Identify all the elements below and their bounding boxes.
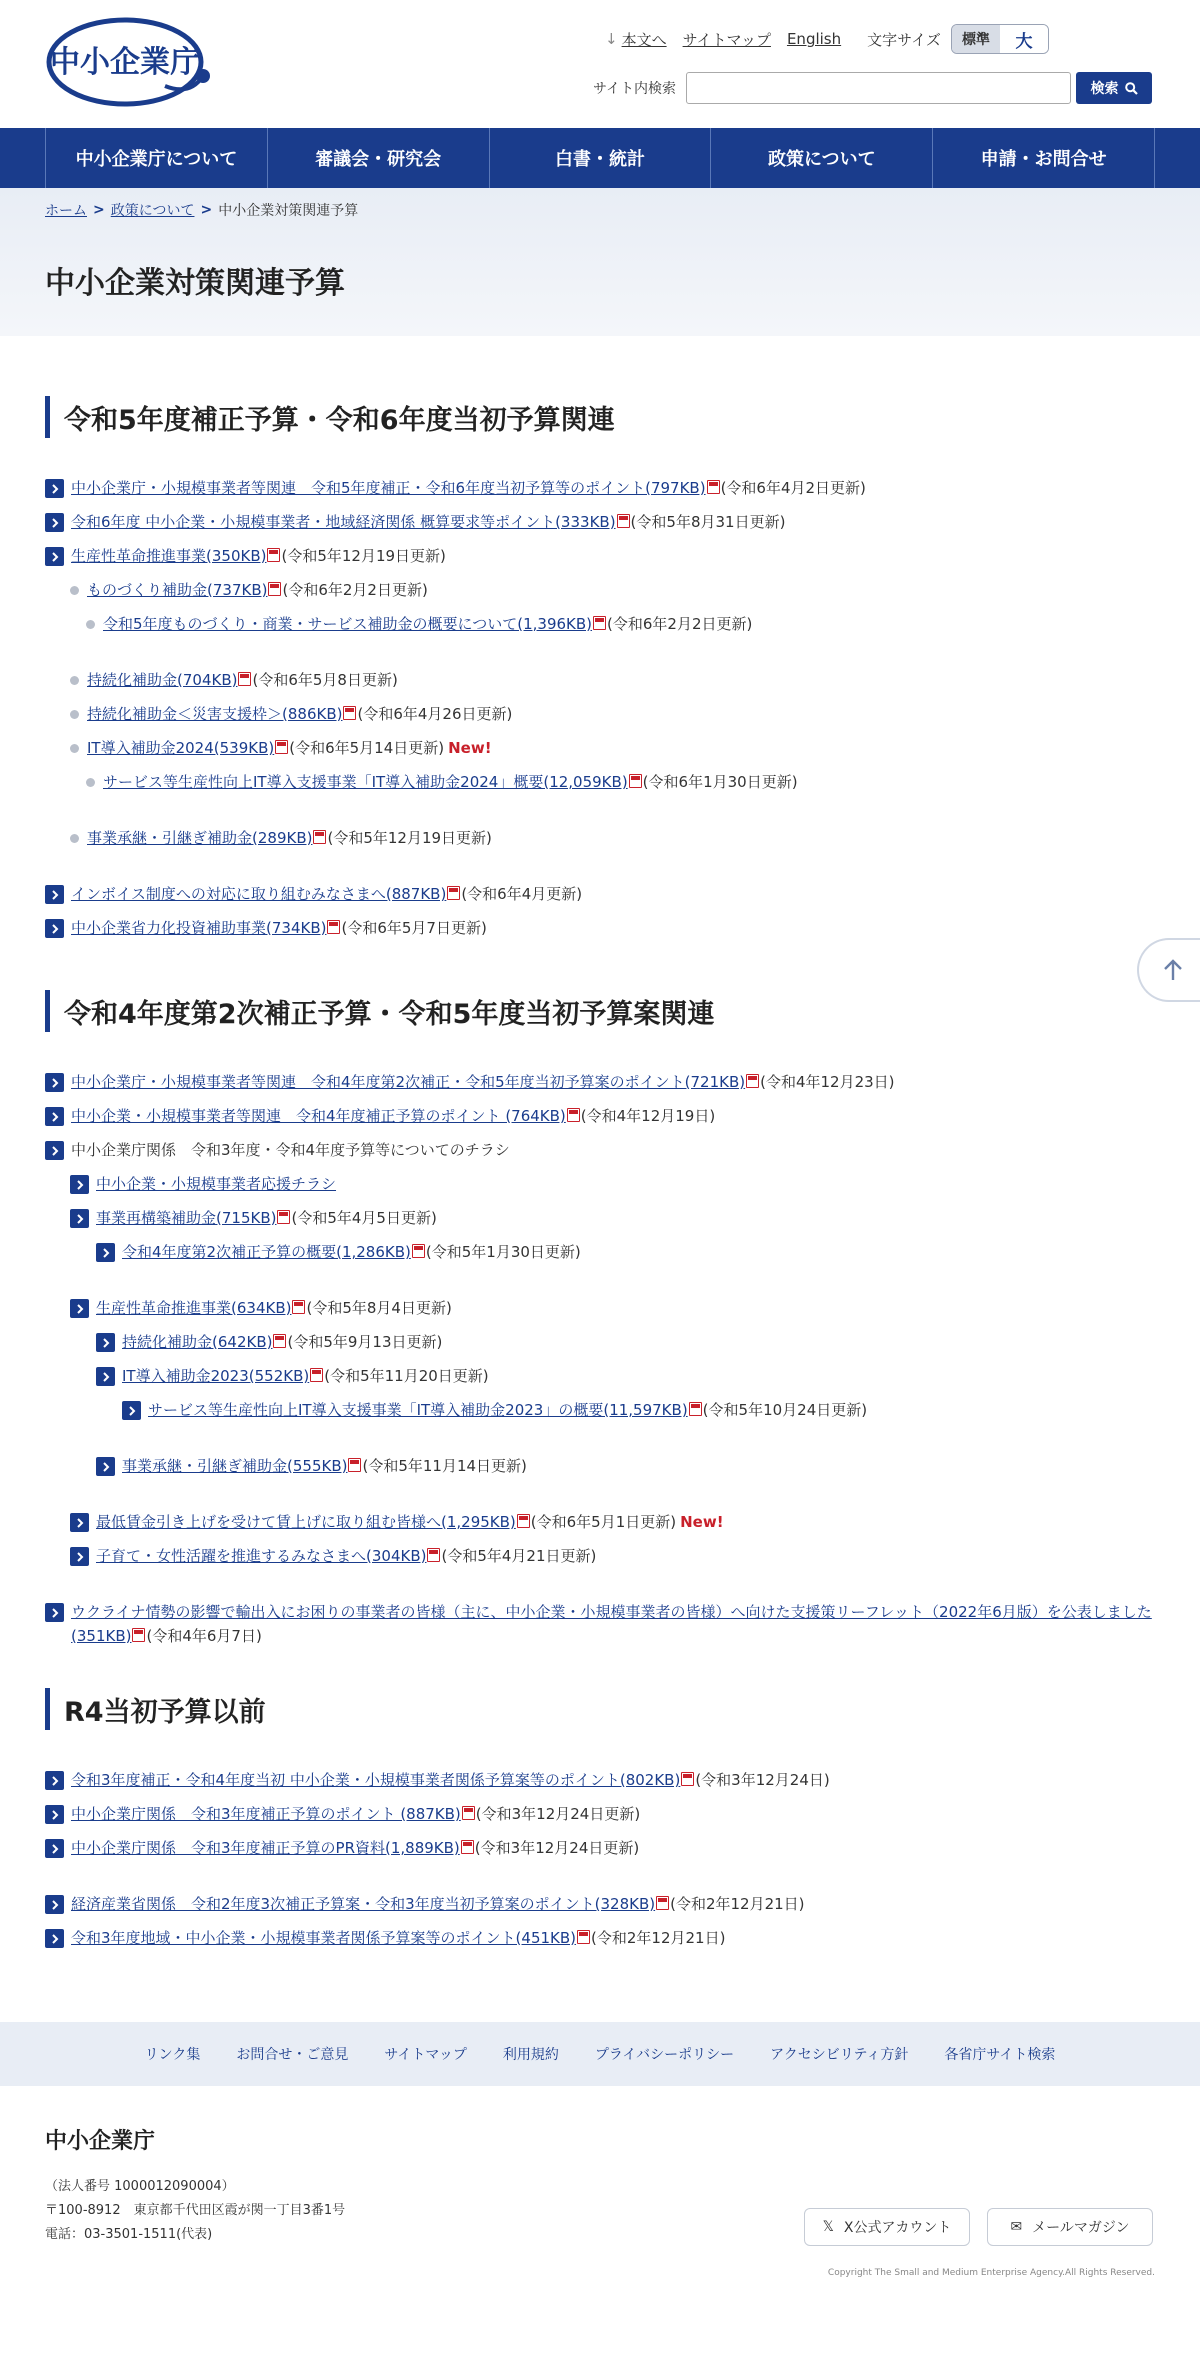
main-content	[0, 336, 1200, 1960]
update-date: (令和6年2月2日更新)	[607, 615, 753, 633]
chevron-right-icon	[70, 1513, 89, 1532]
pdf-icon	[689, 1402, 702, 1416]
copyright: Copyright The Small and Medium Enterprise Agency.All Rights Reserved.	[827, 2268, 1155, 2278]
site-footer	[0, 2086, 1200, 2296]
budget-link[interactable]: 中小企業庁関係 令和3年度補正予算のポイント (887KB)	[71, 1805, 461, 1823]
chevron-right-icon	[45, 1107, 64, 1126]
update-date: (令和4年12月19日)	[580, 1107, 716, 1125]
font-size-label: 文字サイズ	[867, 30, 941, 49]
list-item	[45, 578, 1155, 612]
list-item	[45, 1768, 1155, 1802]
sitemap-link[interactable]: サイトマップ	[682, 30, 771, 49]
budget-link[interactable]: ウクライナ情勢の影響で輸出入にお困りの事業者の皆様（主に、中小企業・小規模事業者の皆様）へ向けた支援策リーフレット（2022年6月版）を公表しました(351KB)	[71, 1603, 1152, 1645]
bullet-icon	[70, 586, 79, 595]
update-date: (令和5年4月21日更新)	[441, 1547, 597, 1565]
list-item	[45, 770, 1155, 804]
footer-phone: 電話：03-3501-1511(代表)	[45, 2227, 213, 2242]
chevron-right-icon: >	[93, 202, 105, 218]
budget-link[interactable]: 中小企業省力化投資補助事業(734KB)	[71, 919, 327, 937]
budget-link[interactable]: 生産性革命推進事業(350KB)	[71, 547, 267, 565]
budget-link[interactable]: 令和6年度 中小企業・小規模事業者・地域経済関係 概算要求等ポイント(333KB)	[71, 513, 616, 531]
update-date: (令和6年5月14日更新)	[289, 739, 445, 757]
breadcrumb-policy[interactable]: 政策について	[110, 203, 195, 219]
arrow-up-icon	[1162, 958, 1184, 982]
list-item	[45, 736, 1155, 770]
list-item	[45, 668, 1155, 702]
budget-link[interactable]: 令和5年度ものづくり・商業・サービス補助金の概要について(1,396KB)	[103, 615, 593, 633]
budget-link[interactable]: IT導入補助金2023(552KB)	[122, 1367, 310, 1385]
list-item	[45, 882, 1155, 916]
list-item	[45, 1836, 1155, 1870]
list-item	[45, 1240, 1155, 1274]
update-date: (令和6年2月2日更新)	[282, 581, 428, 599]
breadcrumb-home[interactable]: ホーム	[45, 203, 87, 219]
list-item	[45, 1070, 1155, 1104]
budget-section	[45, 1688, 1155, 1960]
nav-item-contact[interactable]: 申請・お問合せ	[932, 128, 1155, 188]
list-item	[45, 1802, 1155, 1836]
search-button[interactable]	[1076, 72, 1152, 104]
update-date: (令和5年9月13日更新)	[287, 1333, 443, 1351]
update-date: (令和2年12月21日)	[591, 1929, 726, 1947]
bullet-icon	[70, 710, 79, 719]
list-item	[45, 702, 1155, 736]
update-date: (令和6年4月2日更新)	[720, 479, 866, 497]
update-date: (令和5年11月14日更新)	[362, 1457, 527, 1475]
pdf-icon	[292, 1300, 305, 1314]
footer-link-ministries[interactable]: 各省庁サイト検索	[944, 2047, 1056, 2063]
pdf-icon	[348, 1458, 361, 1472]
budget-link[interactable]: IT導入補助金2024(539KB)	[87, 739, 275, 757]
footer-link-links[interactable]: リンク集	[144, 2047, 201, 2063]
update-date: (令和3年12月24日)	[695, 1771, 830, 1789]
font-size-toggle	[951, 24, 1049, 54]
site-header	[0, 0, 1200, 128]
skip-to-content-link[interactable]: 本文へ	[621, 30, 667, 49]
x-account-label: X公式アカウント	[843, 2220, 952, 2236]
pdf-icon	[277, 1210, 290, 1224]
list-item	[45, 1296, 1155, 1330]
chevron-right-icon	[96, 1243, 115, 1262]
pdf-icon	[567, 1108, 580, 1122]
update-date: (令和5年11月20日更新)	[324, 1367, 489, 1385]
global-nav	[0, 128, 1200, 188]
arrow-down-icon: ↓	[605, 30, 618, 48]
chevron-right-icon	[96, 1367, 115, 1386]
update-date: (令和6年5月7日更新)	[341, 919, 487, 937]
list-item	[45, 1398, 1155, 1432]
x-account-button[interactable]	[804, 2208, 970, 2246]
update-date: (令和5年1月30日更新)	[425, 1243, 581, 1261]
update-date: (令和6年4月26日更新)	[357, 705, 513, 723]
update-date: (令和5年8月4日更新)	[306, 1299, 452, 1317]
nav-item-whitepaper[interactable]: 白書・統計	[489, 128, 711, 188]
pdf-icon	[273, 1334, 286, 1348]
budget-link[interactable]: 経済産業省関係 令和2年度3次補正予算案・令和3年度当初予算案のポイント(328KB)	[71, 1895, 656, 1913]
page-title: 中小企業対策関連予算	[45, 266, 345, 301]
list-item	[45, 544, 1155, 578]
mail-magazine-button[interactable]	[987, 2208, 1153, 2246]
chevron-right-icon	[122, 1401, 141, 1420]
budget-link[interactable]: サービス等生産性向上IT導入支援事業「IT導入補助金2024」概要(12,059KB)	[103, 773, 628, 791]
update-date: (令和5年12月19日更新)	[327, 829, 492, 847]
font-size-standard-button[interactable]: 標準	[952, 25, 1000, 53]
pdf-icon	[681, 1772, 694, 1786]
chevron-right-icon	[45, 479, 64, 498]
list-item	[45, 1544, 1155, 1578]
budget-link[interactable]: 持続化補助金(642KB)	[122, 1333, 273, 1351]
new-badge: New!	[448, 739, 492, 757]
pdf-icon	[427, 1548, 440, 1562]
list-item	[45, 1172, 1155, 1206]
font-size-large-button[interactable]: 大	[1000, 25, 1048, 53]
bullet-icon	[70, 676, 79, 685]
chevron-right-icon	[45, 1073, 64, 1092]
pdf-icon	[313, 830, 326, 844]
budget-link[interactable]: 令和4年度第2次補正予算の概要(1,286KB)	[122, 1243, 411, 1261]
logo-text: 中小企業庁	[50, 45, 200, 80]
budget-link[interactable]: 令和3年度補正・令和4年度当初 中小企業・小規模事業者関係予算案等のポイント(802KB)	[71, 1771, 681, 1789]
chevron-right-icon	[45, 547, 64, 566]
bullet-icon	[86, 620, 95, 629]
chevron-right-icon	[45, 1895, 64, 1914]
pdf-icon	[447, 886, 460, 900]
budget-link[interactable]: 持続化補助金(704KB)	[87, 671, 238, 689]
section-title: 令和5年度補正予算・令和6年度当初予算関連	[45, 396, 1155, 438]
pdf-icon	[462, 1806, 475, 1820]
footer-org-name: 中小企業庁	[45, 2129, 156, 2154]
budget-link[interactable]: 中小企業庁関係 令和3年度補正予算のPR資料(1,889KB)	[71, 1839, 460, 1857]
nav-item-about[interactable]: 中小企業庁について	[45, 128, 267, 188]
chevron-right-icon	[45, 1141, 64, 1160]
section-title: R4当初予算以前	[45, 1688, 1155, 1730]
update-date: (令和5年8月31日更新)	[630, 513, 786, 531]
budget-link[interactable]: 中小企業庁・小規模事業者等関連 令和5年度補正・令和6年度当初予算等のポイント(797KB)	[71, 479, 706, 497]
footer-link-terms[interactable]: 利用規約	[502, 2047, 559, 2063]
list-item	[45, 1926, 1155, 1960]
budget-link[interactable]: 持続化補助金＜災害支援枠＞(886KB)	[87, 705, 343, 723]
list-item	[45, 826, 1155, 860]
list-item	[45, 1206, 1155, 1240]
list-item	[45, 1364, 1155, 1398]
search-icon	[1125, 82, 1138, 95]
list-item	[45, 916, 1155, 950]
english-link[interactable]: English	[786, 30, 842, 48]
nav-item-policy[interactable]: 政策について	[710, 128, 932, 188]
pdf-icon	[275, 740, 288, 754]
search-label: サイト内検索	[593, 81, 677, 97]
page-head	[0, 188, 1200, 336]
budget-link[interactable]: 中小企業・小規模事業者応援チラシ	[96, 1175, 337, 1193]
list-item	[45, 1892, 1155, 1926]
pdf-icon	[707, 480, 720, 494]
list-item	[45, 1600, 1155, 1648]
utility-links	[605, 24, 1049, 54]
update-date: (令和5年10月24日更新)	[702, 1401, 868, 1419]
update-date: (令和6年5月8日更新)	[252, 671, 398, 689]
pdf-icon	[310, 1368, 323, 1382]
update-date: (令和2年12月21日)	[670, 1895, 805, 1913]
list-item	[45, 612, 1155, 646]
chevron-right-icon	[45, 919, 64, 938]
breadcrumb	[45, 188, 1155, 220]
budget-link[interactable]: 事業承継・引継ぎ補助金(289KB)	[87, 829, 313, 847]
pdf-icon	[617, 514, 630, 528]
update-date: (令和3年12月24日更新)	[475, 1805, 641, 1823]
chevron-right-icon	[45, 1929, 64, 1948]
footer-corp-number: （法人番号 1000012090004）	[45, 2179, 235, 2194]
pdf-icon	[412, 1244, 425, 1258]
footer-links	[0, 2022, 1200, 2086]
update-date: (令和3年12月24日更新)	[474, 1839, 640, 1857]
budget-link[interactable]: ものづくり補助金(737KB)	[87, 581, 268, 599]
chevron-right-icon	[45, 1603, 64, 1622]
update-date: (令和6年1月30日更新)	[642, 773, 798, 791]
list-item	[45, 1138, 1155, 1172]
update-date: (令和6年5月1日更新)	[530, 1513, 677, 1531]
chevron-right-icon	[70, 1299, 89, 1318]
list-item	[45, 1104, 1155, 1138]
pdf-icon	[132, 1628, 145, 1642]
search-button-label: 検索	[1090, 81, 1119, 97]
chevron-right-icon	[45, 513, 64, 532]
budget-link[interactable]: インボイス制度への対応に取り組むみなさまへ(887KB)	[71, 885, 447, 903]
budget-section	[45, 990, 1155, 1648]
chevron-right-icon	[70, 1547, 89, 1566]
budget-link[interactable]: 生産性革命推進事業(634KB)	[96, 1299, 292, 1317]
mail-magazine-label: メールマガジン	[1032, 2220, 1130, 2236]
budget-section	[45, 396, 1155, 950]
footer-link-inquiry[interactable]: お問合せ・ご意見	[236, 2047, 349, 2063]
update-date: (令和5年4月5日更新)	[291, 1209, 437, 1227]
budget-link[interactable]: 中小企業・小規模事業者等関連 令和4年度補正予算のポイント (764KB)	[71, 1107, 566, 1125]
footer-link-sitemap[interactable]: サイトマップ	[384, 2047, 467, 2063]
chevron-right-icon	[96, 1333, 115, 1352]
back-to-top-button[interactable]	[1137, 938, 1200, 1002]
budget-link[interactable]: サービス等生産性向上IT導入支援事業「IT導入補助金2023」の概要(11,597KB)	[148, 1401, 688, 1419]
pdf-icon	[268, 582, 281, 596]
list-item	[45, 1510, 1155, 1544]
pdf-icon	[517, 1514, 530, 1528]
update-date: (令和5年12月19日更新)	[281, 547, 446, 565]
chevron-right-icon	[45, 1839, 64, 1858]
footer-address: 〒100-8912 東京都千代田区霞が関一丁目3番1号	[45, 2203, 346, 2218]
bullet-icon	[70, 744, 79, 753]
pdf-icon	[656, 1896, 669, 1910]
budget-link[interactable]: 令和3年度地域・中小企業・小規模事業者関係予算案等のポイント(451KB)	[71, 1929, 577, 1947]
chevron-right-icon	[96, 1457, 115, 1476]
list-item	[45, 476, 1155, 510]
update-date: (令和6年4月更新)	[461, 885, 583, 903]
pdf-icon	[461, 1840, 474, 1854]
update-date: (令和4年12月23日)	[760, 1073, 895, 1091]
mail-icon: ✉	[1010, 2219, 1023, 2235]
pdf-icon	[746, 1074, 759, 1088]
pdf-icon	[593, 616, 606, 630]
budget-link[interactable]: 中小企業庁・小規模事業者等関連 令和4年度第2次補正・令和5年度当初予算案のポイント(721KB)	[71, 1073, 746, 1091]
pdf-icon	[238, 672, 251, 686]
chevron-right-icon	[70, 1175, 89, 1194]
breadcrumb-current: 中小企業対策関連予算	[218, 203, 359, 219]
chevron-right-icon	[45, 885, 64, 904]
budget-link[interactable]: 事業承継・引継ぎ補助金(555KB)	[122, 1457, 348, 1475]
search-input[interactable]	[686, 72, 1071, 104]
budget-link[interactable]: 事業再構築補助金(715KB)	[96, 1209, 277, 1227]
pdf-icon	[577, 1930, 590, 1944]
list-item	[45, 1454, 1155, 1488]
pdf-icon	[327, 920, 340, 934]
bullet-icon	[86, 778, 95, 787]
chevron-right-icon	[45, 1805, 64, 1824]
chevron-right-icon	[70, 1209, 89, 1228]
footer-buttons	[804, 2208, 1153, 2246]
nav-item-councils[interactable]: 審議会・研究会	[267, 128, 489, 188]
bullet-icon	[70, 834, 79, 843]
budget-link[interactable]: 最低賃金引き上げを受けて賃上げに取り組む皆様へ(1,295KB)	[96, 1513, 516, 1531]
section-title: 令和4年度第2次補正予算・令和5年度当初予算案関連	[45, 990, 1155, 1032]
footer-link-accessibility[interactable]: アクセシビリティ方針	[770, 2047, 909, 2063]
update-date: (令和4年6月7日)	[146, 1627, 262, 1645]
new-badge: New!	[680, 1513, 724, 1531]
pdf-icon	[343, 706, 356, 720]
chevron-right-icon: >	[200, 202, 213, 218]
site-search	[593, 72, 1152, 104]
budget-link[interactable]: 子育て・女性活躍を推進するみなさまへ(304KB)	[96, 1547, 427, 1565]
logo[interactable]	[45, 16, 215, 110]
list-item	[45, 510, 1155, 544]
footer-link-privacy[interactable]: プライバシーポリシー	[594, 2047, 735, 2063]
pdf-icon	[267, 548, 280, 562]
pdf-icon	[629, 774, 642, 788]
x-logo-icon: 𝕏	[822, 2219, 834, 2235]
list-item	[45, 1330, 1155, 1364]
chevron-right-icon	[45, 1771, 64, 1790]
list-heading: 中小企業庁関係 令和3年度・令和4年度予算等についてのチラシ	[71, 1141, 510, 1159]
